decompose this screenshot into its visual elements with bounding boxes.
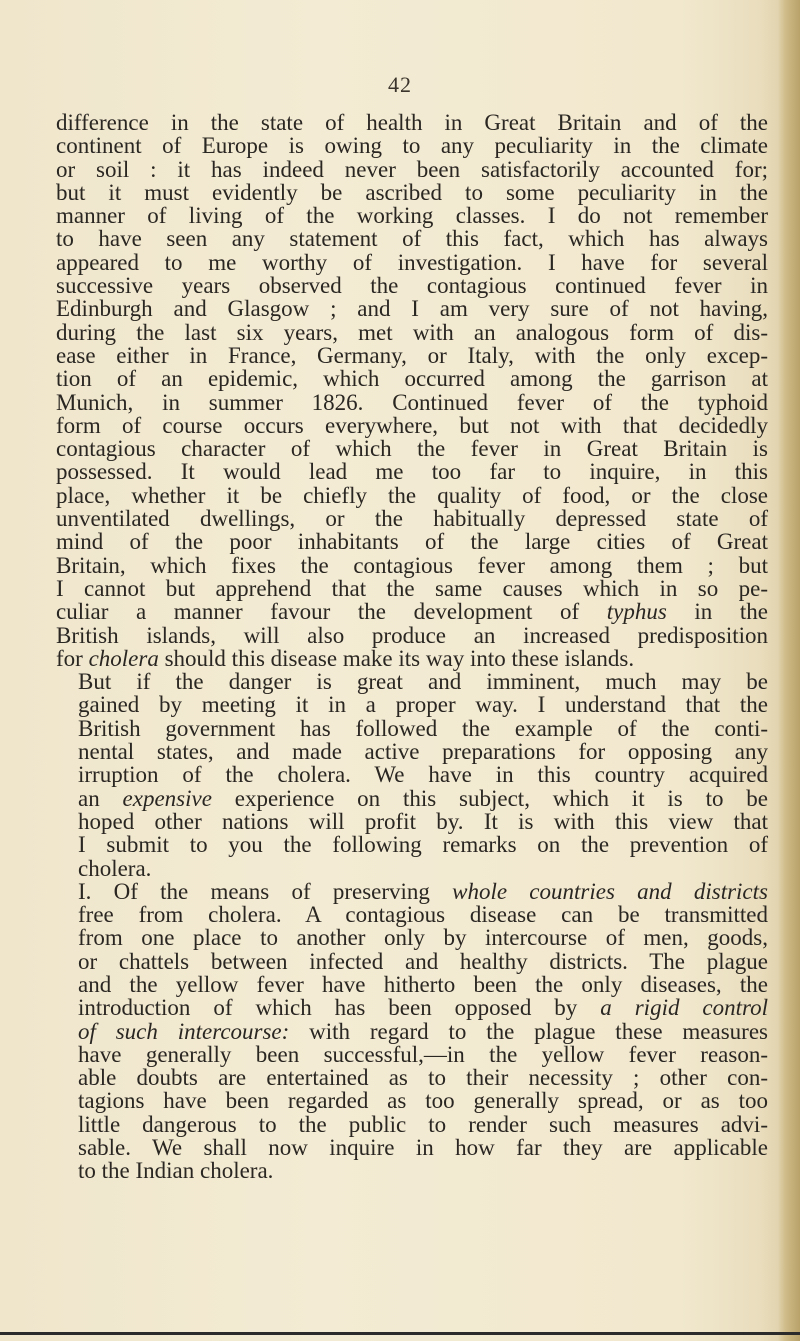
text-line: nental states, and made active preparations for opposing any: [78, 739, 768, 765]
text-line: able doubts are entertained as to their necessity ; other con-: [78, 1065, 768, 1091]
text-line: irruption of the cholera. We have in this country acquired: [78, 762, 768, 788]
text-line: continent of Europe is owing to any peculiarity in the climate: [56, 133, 768, 159]
page-number: 42: [388, 72, 412, 97]
paragraph-1: [56, 111, 768, 670]
text-line: difference in the state of health in Great Britain and of the: [56, 110, 768, 135]
text-line: [56, 996, 768, 1019]
text-run: introduction of which has been opposed by: [78, 995, 601, 1021]
text-line: or soil : it has indeed never been satisfactorily accounted for;: [56, 156, 768, 182]
text-line: and the yellow fever have hitherto been the only diseases, the: [78, 971, 768, 997]
italic-term-typhus: typhus: [606, 599, 667, 625]
text-line: [56, 880, 768, 903]
text-line: unventilated dwellings, or the habitually depressed state of: [56, 506, 768, 532]
text-line: ease either in France, Germany, or Italy, with the only excep-: [56, 342, 768, 368]
text-run: experience on this subject, which it is to be: [211, 785, 768, 811]
text-line: Britain, which fixes the contagious fever among them ; but: [56, 552, 768, 578]
text-line: cholera.: [78, 855, 152, 881]
text-line: manner of living of the working classes. I do not remember: [56, 203, 768, 229]
text-run: should this disease make its way into these islands.: [158, 645, 635, 671]
text-line: [56, 600, 768, 623]
text-line: to have seen any statement of this fact, which has always: [56, 226, 768, 252]
italic-phrase-such-intercourse: of such intercourse:: [78, 1018, 290, 1044]
text-line: [56, 787, 768, 810]
text-run: I. Of the means of preserving: [78, 878, 453, 904]
paragraph-2: [56, 670, 768, 880]
text-run: with regard to the plague these measures: [289, 1018, 768, 1044]
text-line: British government has followed the example of the conti-: [78, 715, 768, 741]
text-line: tion of an epidemic, which occurred among the garrison at: [56, 366, 768, 392]
text-line: but it must evidently be ascribed to some peculiarity in the: [56, 179, 768, 205]
italic-phrase-rigid-control: a rigid control: [600, 995, 769, 1021]
text-line: British islands, will also produce an increased predisposition: [56, 622, 768, 648]
italic-term-expensive: expensive: [122, 785, 212, 811]
text-line: form of course occurs everywhere, but not with that decidedly: [56, 412, 768, 438]
text-line: hoped other nations will profit by. It is with this view that: [78, 808, 768, 834]
page-edge-shadow: [778, 0, 800, 1341]
text-line: from one place to another only by intercourse of men, goods,: [78, 925, 768, 951]
text-line: appeared to me worthy of investigation. I have for several: [56, 249, 768, 275]
text-line: free from cholera. A contagious disease can be transmitted: [78, 902, 768, 928]
text-line: successive years observed the contagious continued fever in: [56, 273, 768, 299]
text-line: possessed. It would lead me too far to inquire, in this: [56, 459, 768, 485]
text-line: Edinburgh and Glasgow ; and I am very sure of not having,: [56, 296, 768, 322]
italic-phrase-whole-countries: whole countries and districts: [452, 878, 768, 904]
body-text: [56, 111, 768, 1183]
text-line: little dangerous to the public to render such measures advi-: [78, 1111, 768, 1137]
text-run: culiar a manner favour the development of: [56, 599, 607, 625]
text-line: But if the danger is great and imminent, much may be: [78, 669, 768, 695]
text-line: I cannot but apprehend that the same causes which in so pe-: [56, 575, 768, 601]
paragraph-3: [56, 880, 768, 1183]
text-line: gained by meeting it in a proper way. I understand that the: [78, 692, 768, 718]
text-line: or chattels between infected and healthy districts. The plague: [78, 948, 768, 974]
italic-term-cholera: cholera: [88, 645, 159, 671]
text-line: place, whether it be chiefly the quality of food, or the close: [56, 482, 768, 508]
text-line: I submit to you the following remarks on the prevention of: [78, 832, 768, 858]
text-run: an: [78, 785, 123, 811]
text-line: contagious character of which the fever in Great Britain is: [56, 436, 768, 462]
text-line: during the last six years, met with an analogous form of dis-: [56, 319, 768, 345]
text-line: sable. We shall now inquire in how far they are applicable: [78, 1135, 768, 1161]
text-line: mind of the poor inhabitants of the large cities of Great: [56, 529, 768, 555]
text-line: tagions have been regarded as too generally spread, or as too: [78, 1088, 768, 1114]
text-line: [56, 647, 768, 670]
text-run: for: [56, 645, 89, 671]
text-line: have generally been successful,—in the yellow fever reason-: [78, 1041, 768, 1067]
text-run: in the: [666, 599, 768, 625]
text-line: Munich, in summer 1826. Continued fever of the typhoid: [56, 389, 768, 415]
text-line: to the Indian cholera.: [78, 1158, 274, 1184]
bottom-rule: [0, 1332, 800, 1335]
text-line: [56, 1020, 768, 1043]
